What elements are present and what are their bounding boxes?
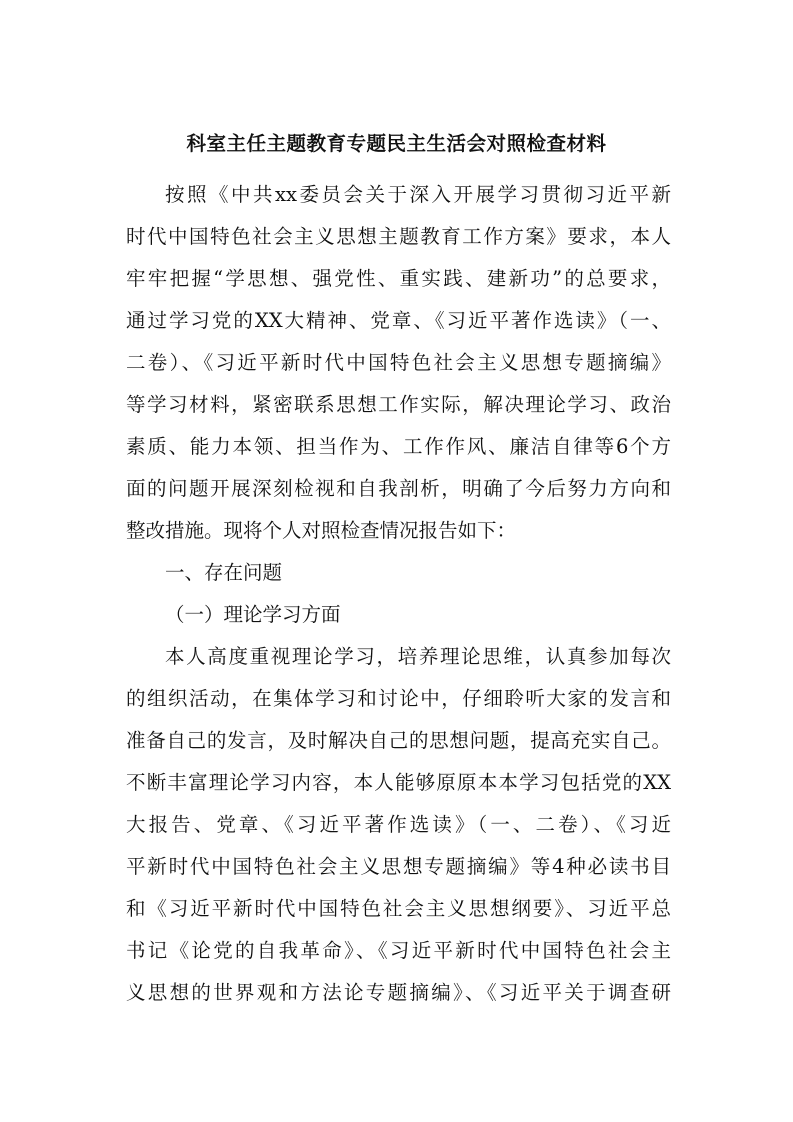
paragraph-line: 不断丰富理论学习内容，本人能够原原本本学习包括党的XX [126,771,671,794]
paragraph-line: 平新时代中国特色社会主义思想专题摘编》等4种必读书目 [126,855,671,878]
paragraph-line: 牢牢把握“学思想、强党性、重实践、建新功”的总要求， [126,267,671,290]
document-title: 科室主任主题教育专题民主生活会对照检查材料 [186,132,607,155]
paragraph-line: 通过学习党的XX大精神、党章、《习近平著作选读》（一、 [126,309,671,332]
paragraph-line: 素质、能力本领、担当作为、工作作风、廉洁自律等6个方 [126,435,671,458]
paragraph-line: 义思想的世界观和方法论专题摘编》、《习近平关于调查研 [126,981,671,1004]
paragraph-line: 二卷）、《习近平新时代中国特色社会主义思想专题摘编》 [126,351,671,374]
paragraph-line: 等学习材料，紧密联系思想工作实际，解决理论学习、政治 [126,393,671,416]
paragraph-line: 的组织活动，在集体学习和讨论中，仔细聆听大家的发言和 [126,687,671,710]
paragraph-line: 时代中国特色社会主义思想主题教育工作方案》要求，本人 [126,225,671,248]
paragraph-line: 面的问题开展深刻检视和自我剖析，明确了今后努力方向和 [126,477,671,500]
subsection-heading: （一）理论学习方面 [165,603,341,626]
paragraph-line: 本人高度重视理论学习，培养理论思维，认真参加每次 [165,645,671,668]
paragraph-line: 书记《论党的自我革命》、《习近平新时代中国特色社会主 [126,939,671,962]
paragraph-line: 准备自己的发言，及时解决自己的思想问题，提高充实自己。 [126,729,671,752]
section-heading: 一、存在问题 [165,561,283,584]
paragraph-line: 按照《中共xx委员会关于深入开展学习贯彻习近平新 [165,183,671,206]
paragraph-line: 整改措施。现将个人对照检查情况报告如下： [126,519,517,542]
paragraph-line: 和《习近平新时代中国特色社会主义思想纲要》、习近平总 [126,897,671,920]
paragraph-line: 大报告、党章、《习近平著作选读》（一、二卷）、《习近 [126,813,671,836]
